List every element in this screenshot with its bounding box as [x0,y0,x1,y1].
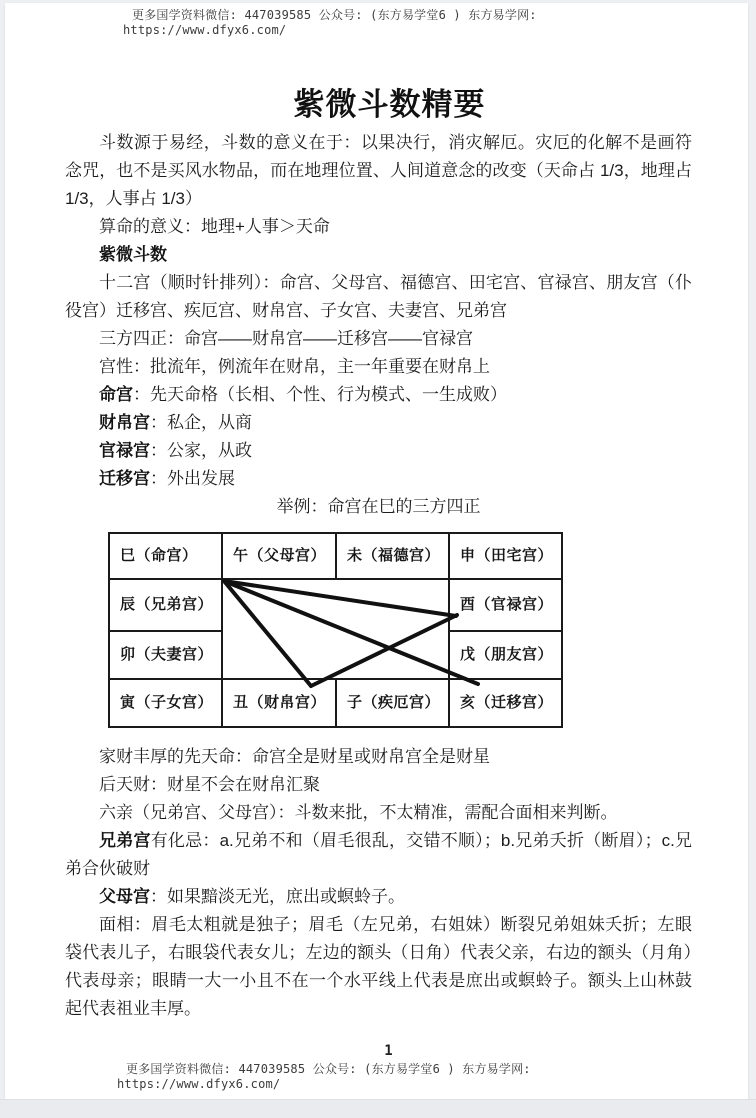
palace-cell: 辰（兄弟宫） [120,596,214,613]
paragraph: 家财丰厚的先天命：命宫全是财星或财帛宫全是财星 [99,747,490,766]
paragraph: 父母宫：如果黯淡无光，庶出或螟蛉子。 [99,887,405,906]
watermark-contact-line: 更多国学资料微信: 447039585 公众号: (东方易学堂6 ) 东方易学网: [132,8,537,22]
paragraph: 三方四正：命宫——财帛宫——迁移宫——官禄宫 [99,329,473,348]
watermark-url: https://www.dfyx6.com/ [117,1077,281,1091]
paragraph: 迁移宫：外出发展 [99,469,235,488]
palace-cell: 卯（夫妻宫） [120,646,214,663]
palace-cell: 戊（朋友宫） [460,646,554,663]
paragraph: 算命的意义：地理+人事＞天命 [99,217,330,236]
viewer-background-gap [0,1099,756,1118]
paragraph: 财帛宫：私企，从商 [99,413,252,432]
header-watermark [123,8,537,38]
paragraph: 宫性：批流年，例流年在财帛，主一年重要在财帛上 [99,357,490,376]
paragraph: 兄弟宫有化忌：a.兄弟不和（眉毛很乱，交错不顺）；b.兄弟夭折（断眉）；c.兄弟合伙破财 [65,831,693,878]
paragraph: 紫微斗数 [99,245,167,264]
paragraph: 官禄宫：公家，从政 [99,441,252,460]
palace-cell: 未（福德宫） [347,547,441,564]
palace-cell: 申（田宅宫） [460,547,554,564]
palace-cell: 巳（命宫） [120,547,198,564]
palace-cell: 午（父母宫） [233,547,327,564]
footer-watermark [117,1062,531,1092]
watermark-url: https://www.dfyx6.com/ [123,23,287,37]
paragraph: 面相：眉毛太粗就是独子；眉毛（左兄弟，右姐妹）断裂兄弟姐妹夭折；左眼袋代表儿子，右眼袋代表女儿；左边的额头（日角）代表父亲，右边的额头（月角）代表母亲；眼睛一大一小且不在一个水平线上代表是庶出或螟蛉子。额头上山林鼓起代表祖业丰厚。 [65,915,692,1018]
palace-cell: 酉（官禄宫） [460,596,554,613]
palace-cell: 寅（子女宫） [120,694,214,711]
watermark-contact-line: 更多国学资料微信: 447039585 公众号: (东方易学堂6 ) 东方易学网: [126,1062,531,1076]
palace-table [108,532,564,729]
palace-cell: 丑（财帛宫） [233,694,327,711]
paragraph: 斗数源于易经，斗数的意义在于：以果决行，消灾解厄。灾厄的化解不是画符念咒，也不是买风水物品，而在地理位置、人间道意念的改变（天命占 1/3，地理占 1/3，人事占 1/3） [65,133,692,208]
palace-cell: 亥（迁移宫） [460,694,554,711]
document-title: 紫微斗数精要 [293,87,486,122]
paragraph: 六亲（兄弟宫、父母宫）：斗数来批，不太精准，需配合面相来判断。 [99,803,618,822]
paragraph: 命宫：先天命格（长相、个性、行为模式、一生成败） [99,385,507,404]
page-number: 1 [384,1043,393,1059]
palace-cell: 子（疾厄宫） [347,694,441,711]
paragraph: 后天财：财星不会在财帛汇聚 [99,775,320,794]
document-page [5,3,748,1099]
paragraph: 十二宫（顺时针排列）：命宫、父母宫、福德宫、田宅宫、官禄宫、朋友宫（仆役宫）迁移宫、疾厄宫、财帛宫、子女宫、夫妻宫、兄弟宫 [65,273,692,320]
document-body [65,129,692,1023]
table-caption: 举例：命宫在巳的三方四正 [276,497,481,516]
